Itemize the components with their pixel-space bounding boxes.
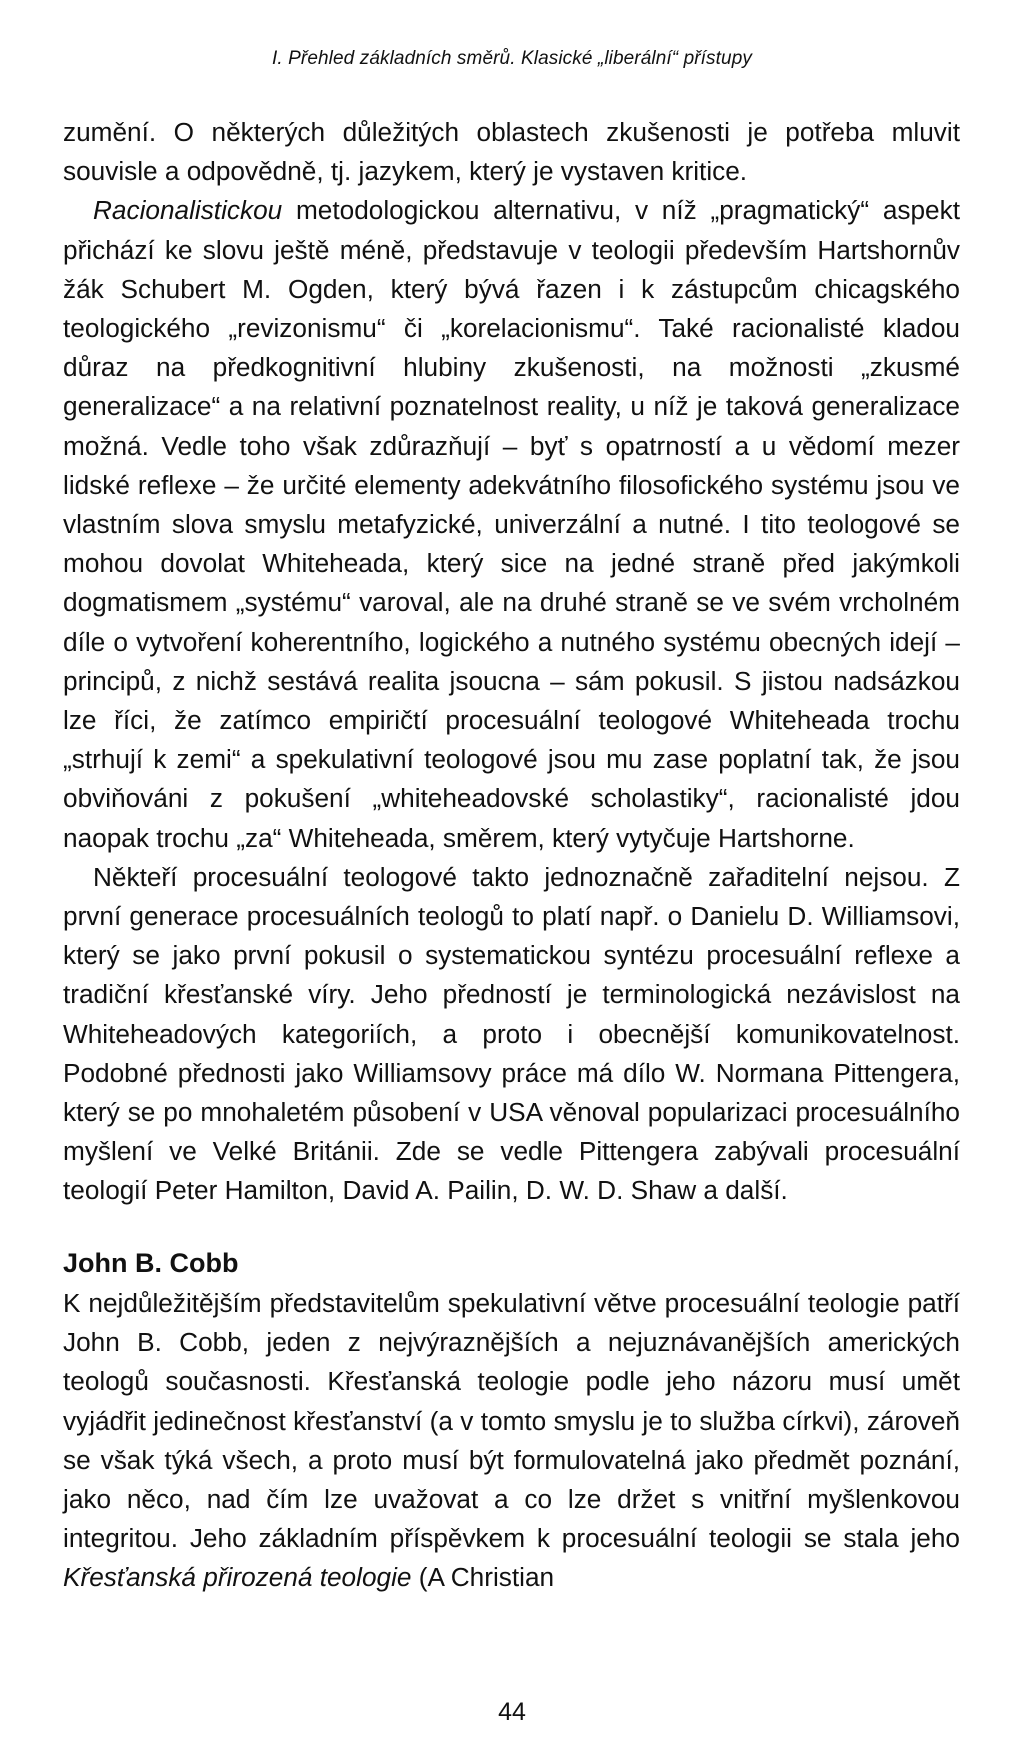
paragraph-rationalists-text: metodologickou alternativu, v níž „pragmatický“ aspekt přichází ke slovu ještě méně, představuje v teologii především Hartshornův žák Schubert M. Ogden, který bývá řazen i k zástupcům chicagského teologického „revizonismu“ či „korelacionismu“. Také racionalisté kladou důraz na předkognitivní hlubiny zkušenosti, na možnosti „zkusmé generalizace“ a na relativní poznatelnost reality, u níž je taková generalizace možná. Vedle toho však zdůrazňují – byť s opatrností a u vědomí mezer lidské reflexe – že určité elementy adekvátního filosofického systému jsou ve vlastním slova smyslu metafyzické, univerzální a nutné. I tito teologové se mohou dovolat Whiteheada, který sice na jedné straně před jakýmkoli dogmatismem „systému“ varoval, ale na druhé straně se ve svém vrcholném díle o vytvoření koherentního, logického a nutného systému obecných idejí – principů, z nichž sestává realita jsoucna – sám pokusil. S jistou nadsázkou lze říci, že zatímco empiričtí procesuální teologové Whiteheada trochu „strhují k zemi“ a spekulativní teologové jsou mu zase poplatní tak, že jsou obviňováni z pokušení „whiteheadovské scholastiky“, racionalisté jdou naopak trochu „za“ Whiteheada, směrem, který vytyčuje Hartshorne. <box>63 195 960 853</box>
paragraph-continuation: zumění. O některých důležitých oblastech zkušenosti je potřeba mluvit souvisle a odpovědně, tj. jazykem, který je vystaven kritice. <box>63 117 960 187</box>
paragraph-cobb-tail: (A Christian <box>411 1562 555 1593</box>
body-text-upper <box>63 113 960 1211</box>
section-heading: John B. Cobb <box>63 1248 239 1278</box>
paragraph-cobb <box>63 1284 960 1598</box>
paragraph-other-theologians: Někteří procesuální teologové takto jednoznačně zařaditelní nejsou. Z první generace procesuálních teologů to platí např. o Danielu D. Williamsovi, který se jako první pokusil o systematickou syntézu procesuální reflexe a tradiční křesťanské víry. Jeho předností je terminologická nezávislost na Whiteheadových kategoriích, a proto i obecnější komunikovatelnost. Podobné přednosti jako Williamsovy práce má dílo W. Normana Pittengera, který se po mnohaletém působení v USA věnoval popularizaci procesuálního myšlení ve Velké Británii. Zde se vedle Pittengera zabývali procesuální teologií Peter Hamilton, David A. Pailin, D. W. D. Shaw a další. <box>63 861 960 1206</box>
page-number: 44 <box>498 1698 526 1726</box>
emphasis-racionalistickou: Racionalistickou <box>93 195 283 226</box>
paragraph-cobb-text: K nejdůležitějším představitelům spekulativní větve procesuální teologie patří John B. Cobb, jeden z nejvýraznějších a nejuznávanějších amerických teologů současnosti. Křesťanská teologie podle jeho názoru musí umět vyjádřit jedinečnost křesťanství (a v tomto smyslu je to služba církvi), zároveň se však týká všech, a proto musí být formulovatelná jako předmět poznání, jako něco, nad čím lze uvažovat a co lze držet s vnitřní myšlenkovou integritou. Jeho základním příspěvkem k procesuální teologii se stala jeho <box>63 1288 960 1554</box>
running-header: I. Přehled základních směrů. Klasické „liberální“ přístupy <box>272 48 752 69</box>
paragraph-rationalists <box>63 191 960 857</box>
book-title-emphasis: Křesťanská přirozená teologie <box>63 1562 412 1593</box>
body-text-lower <box>63 1284 960 1598</box>
